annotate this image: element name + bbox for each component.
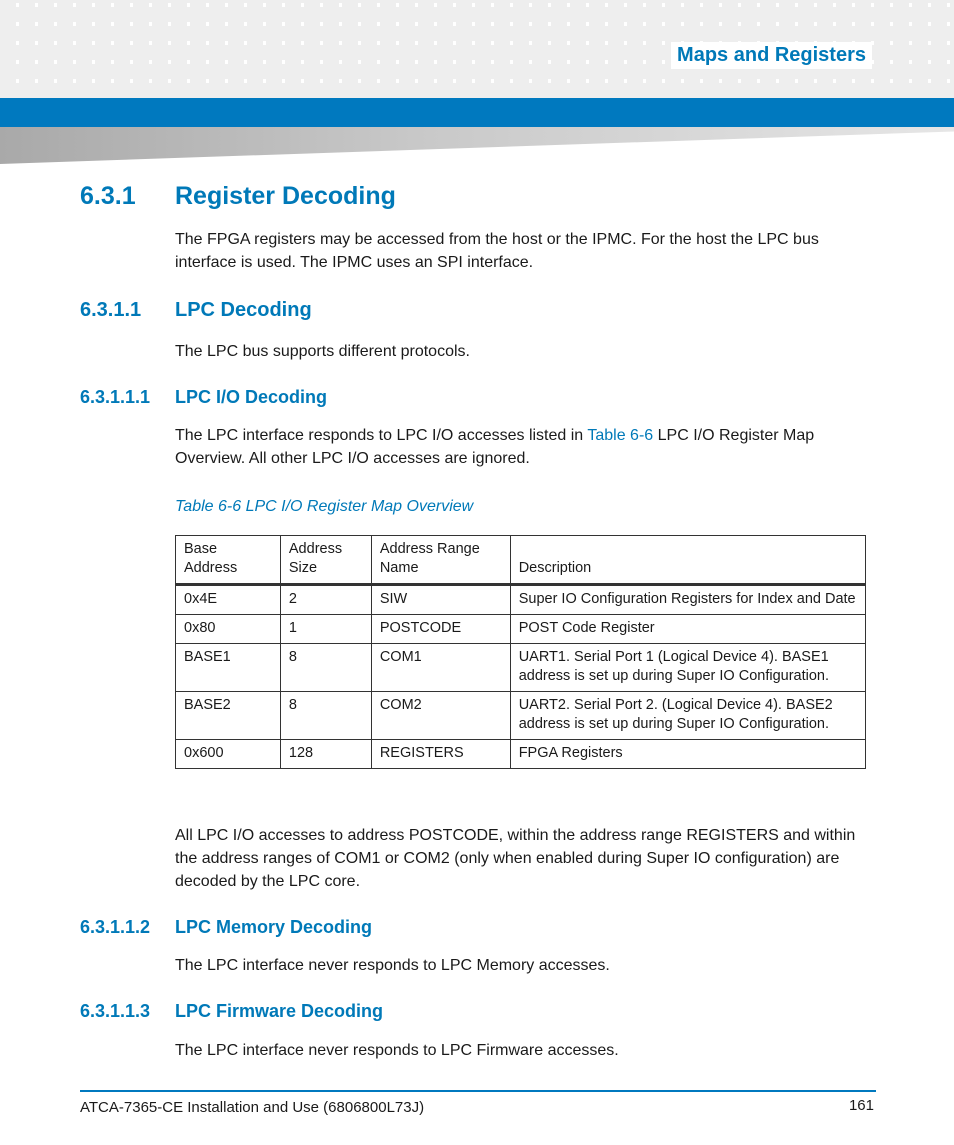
memory-decoding-heading [80,917,372,938]
footer-page-number: 161 [848,1097,874,1114]
cell-range-name: COM2 [371,692,510,740]
io-decoding-heading [80,387,327,408]
cell-range-name: REGISTERS [371,740,510,769]
io-decoding-text-after: LPC I/O Register Map Overview. All other LPC I/O accesses are ignored. [175,427,815,467]
cell-address-size: 8 [280,692,371,740]
cell-range-name: COM1 [371,644,510,692]
footer-document-title: ATCA-7365-CE Installation and Use (6806800L73J) [80,1099,425,1116]
firmware-decoding-title: LPC Firmware Decoding [175,1001,384,1021]
cell-description: UART1. Serial Port 1 (Logical Device 4). BASE1 address is set up during Super IO Configuration. [510,644,865,692]
cell-description: Super IO Configuration Registers for Index and Date [510,585,865,615]
lpc-decoding-title: LPC Decoding [175,299,312,321]
table-caption: Table 6-6 LPC I/O Register Map Overview [175,498,474,515]
register-map-table [175,535,866,769]
lpc-decoding-number: 6.3.1.1 [80,299,142,321]
header-base-address: Base Address [176,536,281,585]
cell-base-address: BASE1 [176,644,281,692]
after-table-text: All LPC I/O accesses to address POSTCODE, within the address range REGISTERS and within the address ranges of COM1 or COM2 (only when enabled during Super IO configuration) are decoded by the LPC core. [175,827,856,890]
cell-address-size: 128 [280,740,371,769]
cell-base-address: 0x80 [176,615,281,644]
firmware-decoding-number: 6.3.1.1.3 [80,1001,151,1021]
cell-address-size: 1 [280,615,371,644]
cell-address-size: 8 [280,644,371,692]
cell-base-address: 0x600 [176,740,281,769]
section-number: 6.3.1 [80,182,136,210]
table-row [176,615,866,644]
footer-divider [80,1090,876,1092]
header-title: Maps and Registers [671,42,872,69]
table-row [176,644,866,692]
firmware-decoding-heading [80,1001,383,1022]
memory-decoding-number: 6.3.1.1.2 [80,917,151,937]
firmware-decoding-text: The LPC interface never responds to LPC Firmware accesses. [175,1042,619,1059]
cell-range-name: SIW [371,585,510,615]
header-address-size: Address Size [280,536,371,585]
memory-decoding-title: LPC Memory Decoding [175,917,373,937]
io-decoding-title: LPC I/O Decoding [175,387,328,407]
header-description: Description [510,536,865,585]
header-address-range-name: Address Range Name [371,536,510,585]
cell-range-name: POSTCODE [371,615,510,644]
io-decoding-text [175,424,855,470]
io-decoding-text-before: The LPC interface responds to LPC I/O accesses listed in [175,427,588,444]
section-intro: The FPGA registers may be accessed from the host or the IPMC. For the host the LPC bus interface is used. The IPMC uses an SPI interface. [175,231,819,271]
memory-decoding-text: The LPC interface never responds to LPC Memory accesses. [175,957,610,974]
section-heading [80,182,396,211]
cell-description: FPGA Registers [510,740,865,769]
io-decoding-number: 6.3.1.1.1 [80,387,151,407]
cell-base-address: BASE2 [176,692,281,740]
lpc-decoding-text: The LPC bus supports different protocols. [175,343,470,360]
cell-address-size: 2 [280,585,371,615]
cell-base-address: 0x4E [176,585,281,615]
header-blue-band [0,98,954,127]
lpc-decoding-heading [80,299,312,322]
cell-description: UART2. Serial Port 2. (Logical Device 4). BASE2 address is set up during Super IO Configuration. [510,692,865,740]
table-row [176,740,866,769]
section-title: Register Decoding [175,182,396,210]
table-row [176,692,866,740]
table-row [176,585,866,615]
table-6-6-link[interactable]: Table 6-6 [587,427,654,444]
cell-description: POST Code Register [510,615,865,644]
table-header-row [176,536,866,585]
header-grey-wedge [0,127,954,164]
